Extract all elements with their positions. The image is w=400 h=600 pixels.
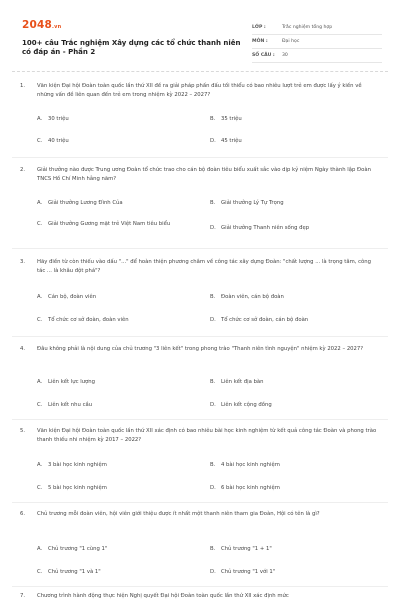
option-letter: D. [210, 569, 216, 575]
option-text: 3 bài học kinh nghiệm [48, 462, 107, 468]
question-body: Giải thưởng nào được Trung ương Đoàn tổ chức trao cho cán bộ đoàn tiêu biểu xuất sắc vào dịp kỷ niệm Ngày thành lập Đoàn TNCS Hồ Chí Minh hằng năm? [37, 167, 372, 182]
option-5b[interactable] [210, 461, 360, 469]
option-letter: A. [37, 116, 43, 122]
option-letter: C. [37, 317, 43, 323]
option-2b[interactable] [210, 199, 360, 207]
question-number: 6. [20, 511, 26, 517]
option-text: 45 triệu [221, 138, 242, 144]
option-letter: C. [37, 221, 43, 227]
option-1d[interactable] [210, 137, 360, 145]
option-5c[interactable] [37, 484, 187, 492]
question-body: Chủ trương mỗi đoàn viên, hội viên giới thiệu được ít nhất một thanh niên tham gia Đoàn, Hội có tên là gì? [37, 511, 320, 517]
document-header [12, 8, 388, 64]
option-text: Giải thưởng Lương Đình Của [48, 200, 123, 206]
option-4c[interactable] [37, 401, 187, 409]
option-letter: B. [210, 379, 216, 385]
option-letter: A. [37, 294, 43, 300]
option-text: 30 triệu [48, 116, 69, 122]
option-letter: D. [210, 317, 216, 323]
option-letter: A. [37, 462, 43, 468]
option-text: Tổ chức cơ sở đoàn, cán bộ đoàn [221, 317, 309, 323]
question-text [20, 592, 380, 600]
option-text: Đoàn viên, cán bộ đoàn [221, 294, 284, 300]
question-body: Văn kiện Đại hội Đoàn toàn quốc lần thứ XII xác định có bao nhiêu bài học kinh nghiệm từ kết quả công tác Đoàn và phong trào thanh thiếu nhi nhiệm kỳ 2017 – 2022? [37, 428, 377, 443]
question-text [20, 166, 380, 183]
option-text: Giải thưởng Gương mặt trẻ Việt Nam tiêu biểu [48, 221, 171, 227]
question-divider [12, 157, 388, 158]
option-4b[interactable] [210, 378, 360, 386]
option-letter: A. [37, 546, 43, 552]
option-2c[interactable] [37, 220, 205, 228]
question-body: Hãy điền từ còn thiếu vào dấu "..." để hoàn thiện phương châm về công tác xây dựng Đoàn: "chất lượng ... là trọng tâm, công tác ... là khâu đột phá"? [37, 259, 371, 274]
question-number: 1. [20, 83, 26, 89]
option-6c[interactable] [37, 568, 187, 576]
option-text: 40 triệu [48, 138, 69, 144]
document-title: 100+ câu Trắc nghiệm Xây dựng các tổ chức thanh niên có đáp án - Phần 2 [22, 39, 241, 56]
question-divider [12, 336, 388, 337]
option-text: 5 bài học kinh nghiệm [48, 485, 107, 491]
option-letter: B. [210, 200, 216, 206]
meta-value: Trắc nghiệm tổng hợp [282, 24, 333, 30]
option-letter: B. [210, 546, 216, 552]
option-text: Giải thưởng Lý Tự Trọng [221, 200, 284, 206]
document-meta [252, 21, 382, 63]
question-4 [20, 345, 380, 354]
option-letter: D. [210, 225, 216, 231]
option-5d[interactable] [210, 484, 360, 492]
option-text: 6 bài học kinh nghiệm [221, 485, 280, 491]
meta-value: Đại học [282, 38, 300, 44]
option-3c[interactable] [37, 316, 187, 324]
option-text: Liên kết cộng đồng [221, 402, 272, 408]
option-6a[interactable] [37, 545, 187, 553]
meta-label: MÔN : [252, 38, 268, 44]
logo-suffix: .vn [52, 24, 62, 30]
option-letter: B. [210, 294, 216, 300]
question-text [20, 510, 380, 519]
option-4a[interactable] [37, 378, 187, 386]
question-number: 7. [20, 593, 26, 599]
question-body: Văn kiện Đại hội Đoàn toàn quốc lần thứ XII đề ra giải pháp phấn đấu tối thiểu có bao nhiêu lượt trẻ em được lấy ý kiến về những vấn đề liên quan đến trẻ em trong nhiệm kỳ 2022 – 2027? [37, 83, 362, 98]
option-2d[interactable] [210, 224, 360, 232]
meta-label: SỐ CÂU : [252, 52, 275, 58]
option-6d[interactable] [210, 568, 360, 576]
question-number: 4. [20, 346, 26, 352]
question-divider [12, 586, 388, 587]
question-text [20, 427, 380, 444]
question-divider [12, 419, 388, 420]
site-logo[interactable] [22, 19, 61, 31]
question-divider [12, 248, 388, 249]
option-5a[interactable] [37, 461, 187, 469]
option-letter: C. [37, 485, 43, 491]
option-1a[interactable] [37, 115, 187, 123]
option-letter: B. [210, 116, 216, 122]
option-3a[interactable] [37, 293, 187, 301]
option-4d[interactable] [210, 401, 360, 409]
question-7 [20, 592, 380, 600]
question-text [20, 345, 380, 354]
option-letter: D. [210, 402, 216, 408]
option-text: Cán bộ, đoàn viên [48, 294, 97, 300]
question-number: 5. [20, 428, 26, 434]
meta-row-subject [252, 35, 382, 49]
option-text: Chủ trương "1 + 1" [221, 546, 272, 552]
option-letter: A. [37, 379, 43, 385]
option-text: Tổ chức cơ sở đoàn, đoàn viên [48, 317, 129, 323]
option-text: Chủ trương "1 với 1" [221, 569, 276, 575]
meta-value: 30 [282, 52, 288, 58]
meta-label: LỚP : [252, 24, 266, 30]
option-text: Chủ trương "1 và 1" [48, 569, 101, 575]
question-number: 3. [20, 259, 26, 265]
option-letter: A. [37, 200, 43, 206]
option-text: Liên kết lực lượng [48, 379, 96, 385]
option-letter: C. [37, 402, 43, 408]
question-text [20, 82, 380, 99]
question-6 [20, 510, 380, 519]
option-letter: C. [37, 138, 43, 144]
option-1b[interactable] [210, 115, 360, 123]
option-letter: C. [37, 569, 43, 575]
question-3 [20, 258, 380, 275]
option-3b[interactable] [210, 293, 360, 301]
logo-main: 2048 [22, 19, 53, 31]
option-text: Giải thưởng Thanh niên sống đẹp [221, 225, 310, 231]
option-2a[interactable] [37, 199, 187, 207]
question-2 [20, 166, 380, 183]
question-number: 2. [20, 167, 26, 173]
header-divider [12, 71, 388, 72]
option-letter: D. [210, 485, 216, 491]
option-text: Liên kết địa bàn [221, 379, 264, 385]
question-5 [20, 427, 380, 444]
question-1 [20, 82, 380, 99]
option-text: 35 triệu [221, 116, 242, 122]
option-letter: B. [210, 462, 216, 468]
question-body: Chương trình hành động thực hiện Nghị quyết Đại hội Đoàn toàn quốc lần thứ XII xác định mức [37, 593, 289, 599]
option-3d[interactable] [210, 316, 380, 324]
option-1c[interactable] [37, 137, 187, 145]
question-text [20, 258, 380, 275]
meta-row-count [252, 49, 382, 63]
question-divider [12, 502, 388, 503]
option-text: Chủ trương "1 cùng 1" [48, 546, 108, 552]
question-body: Đâu không phải là nội dung của chủ trương "3 liên kết" trong phong trào "Thanh niên tình nguyện" nhiệm kỳ 2022 – 2027? [37, 346, 364, 352]
option-6b[interactable] [210, 545, 360, 553]
option-text: 4 bài học kinh nghiệm [221, 462, 280, 468]
option-text: Liên kết nhu cầu [48, 402, 93, 408]
meta-row-class [252, 21, 382, 35]
option-letter: D. [210, 138, 216, 144]
